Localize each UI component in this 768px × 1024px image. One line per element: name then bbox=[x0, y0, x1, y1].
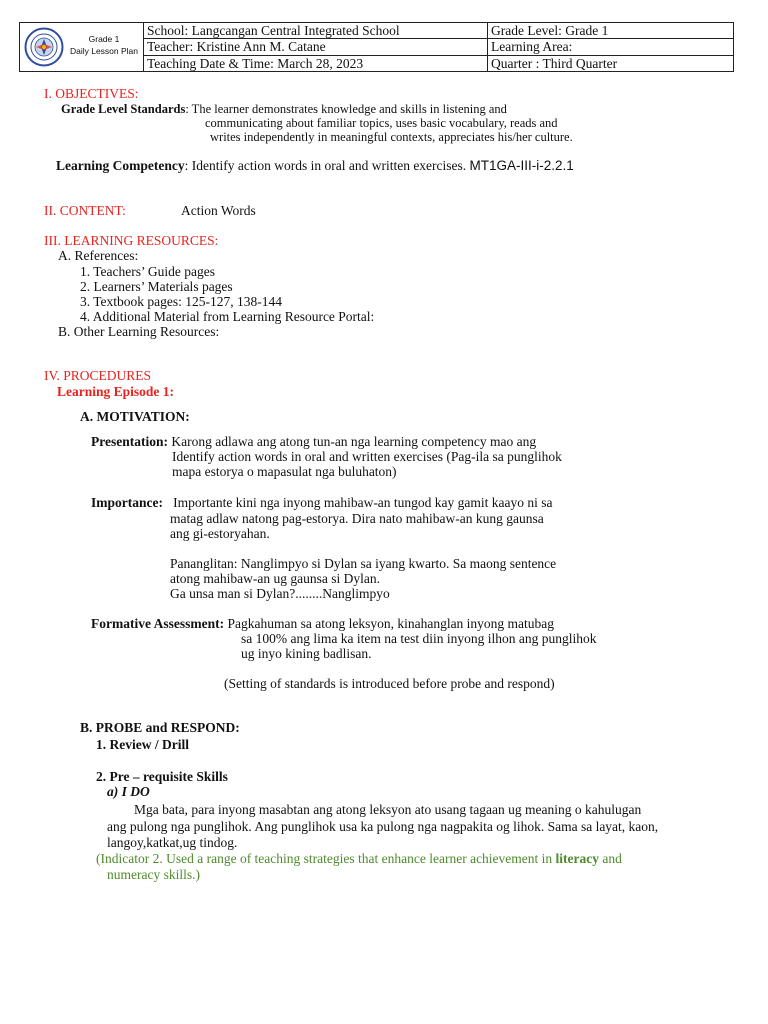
indicator-bold: literacy bbox=[555, 851, 600, 866]
indicator-line2: numeracy skills.) bbox=[107, 867, 200, 882]
presentation-label: Presentation: bbox=[91, 434, 168, 449]
resource-item: 1. Teachers’ Guide pages bbox=[80, 264, 215, 279]
motivation-heading: A. MOTIVATION: bbox=[80, 409, 190, 424]
importance-label: Importance: bbox=[91, 495, 163, 510]
gls-label: Grade Level Standards bbox=[61, 102, 186, 116]
deped-seal-icon bbox=[24, 27, 64, 67]
content-value: Action Words bbox=[181, 203, 256, 218]
indicator-line1: (Indicator 2. Used a range of teaching strategies that enhance learner achievement in literacy and bbox=[96, 851, 622, 866]
teacher-cell: Teacher: Kristine Ann M. Catane bbox=[144, 39, 488, 55]
references-label: A. References: bbox=[58, 248, 139, 263]
presentation-line2: Identify action words in oral and written exercises (Pag-ila sa punglihok bbox=[172, 449, 562, 464]
importance-line3: ang gi-estoryahan. bbox=[170, 526, 270, 541]
ido-line1: Mga bata, para inyong masabtan ang atong leksyon ato usang tagaan ug meaning o kahulugan bbox=[134, 802, 642, 817]
formative-label: Formative Assessment: bbox=[91, 616, 225, 631]
formative-line2: sa 100% ang lima ka item na test diin inyong ilhon ang punglihok bbox=[241, 631, 597, 646]
logo-cell bbox=[20, 23, 144, 72]
presentation-line1: Presentation: Karong adlawa ang atong tun-an nga learning competency mao ang bbox=[91, 434, 537, 449]
gls-line1: : The learner demonstrates knowledge and skills in listening and bbox=[185, 102, 507, 116]
example-line2: atong mahibaw-an ug gaunsa si Dylan. bbox=[170, 571, 380, 586]
resources-heading: III. LEARNING RESOURCES: bbox=[44, 233, 219, 248]
ido-line3: langoy,katkat,ug tindog. bbox=[107, 835, 238, 850]
grade-level-standards bbox=[61, 102, 507, 117]
resource-item: 2. Learners’ Materials pages bbox=[80, 279, 233, 294]
objectives-heading: I. OBJECTIVES: bbox=[44, 86, 139, 101]
learning-area-cell: Learning Area: bbox=[488, 39, 734, 55]
lc-text: : Identify action words in oral and written exercises. bbox=[184, 158, 467, 173]
lc-label: Learning Competency bbox=[56, 158, 185, 173]
header-table bbox=[19, 22, 734, 72]
resource-item: 4. Additional Material from Learning Resource Portal: bbox=[80, 309, 375, 324]
formative-line3: ug inyo kining badlisan. bbox=[241, 646, 372, 661]
example-line1: Pananglitan: Nanglimpyo si Dylan sa iyang kwarto. Sa maong sentence bbox=[170, 556, 557, 571]
logo-subtitle: Daily Lesson Plan bbox=[69, 46, 139, 56]
date-time-cell: Teaching Date & Time: March 28, 2023 bbox=[144, 55, 488, 71]
logo-grade: Grade 1 bbox=[88, 34, 120, 44]
importance-line2: matag adlaw natong pag-estorya. Dira nato mahibaw-an kung gaunsa bbox=[170, 511, 544, 526]
prerequisite-skills: 2. Pre – requisite Skills bbox=[96, 769, 228, 784]
resource-item: 3. Textbook pages: 125-127, 138-144 bbox=[80, 294, 283, 309]
probe-heading: B. PROBE and RESPOND: bbox=[80, 720, 240, 735]
gls-line2: communicating about familiar topics, uses basic vocabulary, reads and bbox=[205, 116, 558, 130]
review-drill: 1. Review / Drill bbox=[96, 737, 189, 752]
gls-line3: writes independently in meaningful contexts, appreciates his/her culture. bbox=[210, 130, 573, 144]
grade-level-cell: Grade Level: Grade 1 bbox=[488, 23, 734, 39]
lc-code: MT1GA-III-i-2.2.1 bbox=[469, 158, 574, 173]
procedures-heading: IV. PROCEDURES bbox=[44, 368, 152, 383]
learning-competency bbox=[56, 158, 574, 174]
example-line3: Ga unsa man si Dylan?........Nanglimpyo bbox=[170, 586, 390, 601]
importance-line1: Importance: Importante kini nga inyong mahibaw-an tungod kay gamit kaayo ni sa bbox=[91, 495, 553, 510]
quarter-cell: Quarter : Third Quarter bbox=[488, 55, 734, 71]
presentation-line3: mapa estorya o mapasulat nga buluhaton) bbox=[172, 464, 397, 479]
other-resources-label: B. Other Learning Resources: bbox=[58, 324, 220, 339]
i-do-heading: a) I DO bbox=[107, 784, 150, 799]
school-cell: School: Langcangan Central Integrated School bbox=[144, 23, 488, 39]
content-heading: II. CONTENT: bbox=[44, 203, 126, 218]
ido-line2: ang pulong nga punglihok. Ang punglihok usa ka pulong nga nagpakita og lihok. Sama sa layat, kaon, bbox=[107, 819, 659, 834]
episode-heading: Learning Episode 1: bbox=[57, 384, 175, 399]
formative-line1: Formative Assessment: Pagkahuman sa atong leksyon, kinahanglan inyong matubag bbox=[91, 616, 555, 631]
standards-note: (Setting of standards is introduced before probe and respond) bbox=[224, 676, 555, 691]
